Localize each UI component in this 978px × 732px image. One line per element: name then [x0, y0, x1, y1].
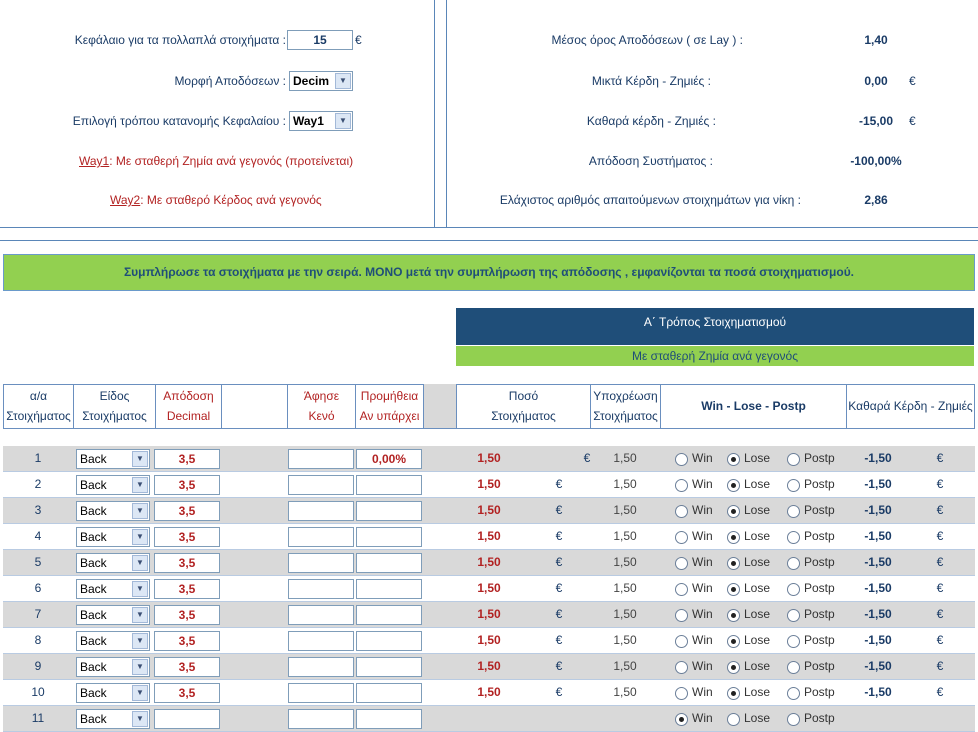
odds-input[interactable]: 3,5: [154, 553, 220, 573]
result-radio-win[interactable]: [675, 453, 688, 466]
table-row: [3, 706, 975, 732]
result-radio-win[interactable]: [675, 505, 688, 518]
liability-value: 1,50: [613, 529, 637, 543]
row-number: 4: [34, 529, 42, 543]
result-label-postp: Postp: [804, 685, 835, 699]
header-stake: [456, 384, 590, 428]
result-radio-postp[interactable]: [787, 557, 800, 570]
leave-empty-input[interactable]: [288, 449, 354, 469]
net-currency: €: [909, 114, 916, 128]
result-label-lose: Lose: [744, 711, 771, 725]
result-radio-postp[interactable]: [787, 531, 800, 544]
table-row: [3, 524, 975, 550]
stake-value: 1,50: [477, 451, 501, 465]
header-odds-line2: Decimal: [166, 409, 211, 423]
result-radio-win[interactable]: [675, 713, 688, 726]
header-stake-line1: Ποσό: [508, 389, 539, 403]
bet-type-select[interactable]: [76, 475, 150, 495]
row-number: 6: [34, 581, 42, 595]
leave-empty-input[interactable]: [288, 501, 354, 521]
result-label-win: Win: [692, 581, 713, 595]
odds-input[interactable]: 3,5: [154, 475, 220, 495]
result-label-lose: Lose: [744, 607, 771, 621]
way2-info: [110, 193, 322, 207]
liability-value: 1,50: [613, 607, 637, 621]
result-radio-postp[interactable]: [787, 713, 800, 726]
leave-empty-input[interactable]: [288, 631, 354, 651]
stake-currency: €: [555, 503, 563, 517]
bet-type-select[interactable]: [76, 579, 150, 599]
chevron-down-icon: ▼: [132, 659, 148, 675]
commission-input[interactable]: [356, 683, 422, 703]
commission-input[interactable]: [356, 579, 422, 599]
net-value: -1,50: [864, 607, 892, 621]
way1-info: [79, 154, 353, 168]
stake-currency: €: [555, 581, 563, 595]
chevron-down-icon: ▼: [132, 607, 148, 623]
commission-input[interactable]: [356, 553, 422, 573]
result-radio-win[interactable]: [675, 661, 688, 674]
chevron-down-icon: ▼: [335, 73, 351, 89]
result-label-win: Win: [692, 529, 713, 543]
allocation-select[interactable]: [289, 111, 353, 131]
gross-label: Μικτά Κέρδη - Ζημιές :: [591, 74, 711, 88]
capital-label: Κεφάλαιο για τα πολλαπλά στοιχήματα :: [74, 33, 286, 47]
stake-currency: €: [555, 607, 563, 621]
result-radio-lose[interactable]: [727, 479, 740, 492]
result-radio-postp[interactable]: [787, 453, 800, 466]
row-number: 8: [34, 633, 42, 647]
table-row: [3, 472, 975, 498]
bet-type-select[interactable]: [76, 527, 150, 547]
stake-value: 1,50: [477, 607, 501, 621]
result-radio-postp[interactable]: [787, 661, 800, 674]
stake-currency: €: [555, 555, 563, 569]
result-radio-lose[interactable]: [727, 609, 740, 622]
table-row: [3, 628, 975, 654]
result-radio-lose[interactable]: [727, 687, 740, 700]
result-radio-lose[interactable]: [727, 635, 740, 648]
result-radio-lose[interactable]: [727, 505, 740, 518]
method-subtitle: Με σταθερή Ζημία ανά γεγονός: [456, 346, 974, 366]
way1-link[interactable]: Way1: [79, 154, 110, 168]
chevron-down-icon: ▼: [132, 581, 148, 597]
row-number: 3: [34, 503, 42, 517]
settings-panel: [0, 0, 978, 228]
net-value: -1,50: [864, 659, 892, 673]
return-label: Απόδοση Συστήματος :: [588, 154, 713, 168]
net-currency: €: [936, 607, 944, 621]
gross-value: 0,00: [864, 74, 888, 88]
odds-format-label: Μορφή Αποδόσεων :: [174, 74, 286, 88]
row-number: 11: [31, 711, 45, 725]
leave-empty-input[interactable]: [288, 683, 354, 703]
result-label-lose: Lose: [744, 503, 771, 517]
divider: [434, 0, 435, 228]
bet-type-value: Back: [80, 530, 107, 544]
result-label-postp: Postp: [804, 503, 835, 517]
chevron-down-icon: ▼: [132, 451, 148, 467]
header-commission-line2: Αν υπάρχει: [359, 409, 420, 423]
table-row: [3, 680, 975, 706]
net-label: Καθαρά κέρδη - Ζημιές :: [586, 114, 716, 128]
chevron-down-icon: ▼: [335, 113, 351, 129]
bet-type-value: Back: [80, 504, 107, 518]
result-label-win: Win: [692, 555, 713, 569]
chevron-down-icon: ▼: [132, 555, 148, 571]
result-label-lose: Lose: [744, 633, 771, 647]
net-currency: €: [936, 633, 944, 647]
capital-currency: €: [355, 33, 362, 47]
chevron-down-icon: ▼: [132, 503, 148, 519]
bet-type-select[interactable]: [76, 631, 150, 651]
row-number: 7: [34, 607, 42, 621]
result-radio-lose[interactable]: [727, 583, 740, 596]
liability-value: 1,50: [613, 477, 637, 491]
net-currency: €: [936, 477, 944, 491]
row-number: 10: [31, 685, 45, 699]
row-number: 1: [34, 451, 42, 465]
stake-value: 1,50: [477, 477, 501, 491]
net-value: -1,50: [864, 685, 892, 699]
table-row: [3, 498, 975, 524]
net-currency: €: [936, 659, 944, 673]
avg-odds-label: Μέσος όρος Αποδόσεων ( σε Lay ) :: [551, 33, 743, 47]
bet-type-value: Back: [80, 582, 107, 596]
net-value: -15,00: [858, 114, 894, 128]
commission-input[interactable]: [356, 709, 422, 729]
table-row: [3, 654, 975, 680]
commission-input[interactable]: [356, 527, 422, 547]
bet-type-value: Back: [80, 686, 107, 700]
net-currency: €: [936, 685, 944, 699]
instruction-banner: Συμπλήρωσε τα στοιχήματα με την σειρά. ΜΟΝΟ μετά την συμπλήρωση της απόδοσης , εμφανίζονται τα ποσά στοιχηματισμού.: [3, 254, 975, 291]
bet-type-select[interactable]: [76, 553, 150, 573]
net-value: -1,50: [864, 451, 892, 465]
gross-currency: €: [909, 74, 916, 88]
header-empty: [221, 384, 287, 428]
header-type-line1: Είδος: [99, 389, 130, 403]
header-leave-line1: Άφησε: [303, 389, 340, 403]
net-currency: €: [936, 581, 944, 595]
min-bets-label: Ελάχιστος αριθμός απαιτούμενων στοιχημάτων για νίκη :: [499, 193, 801, 207]
bet-type-value: Back: [80, 556, 107, 570]
net-value: -1,50: [864, 633, 892, 647]
commission-input[interactable]: [356, 475, 422, 495]
result-radio-win[interactable]: [675, 479, 688, 492]
result-label-postp: Postp: [804, 607, 835, 621]
leave-empty-input[interactable]: [288, 527, 354, 547]
bet-type-select[interactable]: [76, 449, 150, 469]
result-label-win: Win: [692, 659, 713, 673]
header-aa: [3, 384, 73, 428]
return-value: -100,00%: [850, 154, 902, 168]
net-currency: €: [936, 555, 944, 569]
result-label-postp: Postp: [804, 451, 835, 465]
result-radio-postp[interactable]: [787, 479, 800, 492]
result-radio-postp[interactable]: [787, 505, 800, 518]
result-label-postp: Postp: [804, 555, 835, 569]
header-stake-line2: Στοιχήματος: [491, 409, 556, 423]
net-value: -1,50: [864, 581, 892, 595]
header-liability-line2: Στοιχήματος: [593, 409, 658, 423]
result-label-win: Win: [692, 477, 713, 491]
result-label-lose: Lose: [744, 659, 771, 673]
result-radio-win[interactable]: [675, 609, 688, 622]
leave-empty-input[interactable]: [288, 709, 354, 729]
bet-type-value: Back: [80, 660, 107, 674]
liability-value: 1,50: [613, 451, 637, 465]
result-label-postp: Postp: [804, 477, 835, 491]
liability-value: 1,50: [613, 633, 637, 647]
way1-text: : Με σταθερή Ζημία ανά γεγονός (προτείνεται): [109, 154, 354, 168]
method-title: Α΄ Τρόπος Στοιχηματισμού: [456, 308, 974, 345]
result-label-lose: Lose: [744, 685, 771, 699]
result-radio-lose[interactable]: [727, 557, 740, 570]
result-label-win: Win: [692, 633, 713, 647]
table-row: [3, 576, 975, 602]
allocation-label: Επιλογή τρόπου κατανομής Κεφαλαίου :: [72, 114, 286, 128]
divider: [446, 0, 447, 228]
result-label-win: Win: [692, 685, 713, 699]
header-odds-line1: Απόδοση: [163, 389, 214, 403]
leave-empty-input[interactable]: [288, 605, 354, 625]
header-aa-line2: Στοιχήματος: [6, 409, 71, 423]
result-radio-win[interactable]: [675, 687, 688, 700]
liability-value: 1,50: [613, 503, 637, 517]
stake-value: 1,50: [477, 581, 501, 595]
result-label-postp: Postp: [804, 711, 835, 725]
header-result: Win - Lose - Postp: [660, 384, 846, 428]
stake-currency: €: [583, 451, 591, 465]
stake-value: 1,50: [477, 685, 501, 699]
result-label-lose: Lose: [744, 581, 771, 595]
stake-currency: €: [555, 633, 563, 647]
bet-type-value: Back: [80, 452, 107, 466]
header-liability-line1: Υποχρέωση: [593, 389, 658, 403]
bet-type-value: Back: [80, 478, 107, 492]
bet-type-value: Back: [80, 634, 107, 648]
capital-input[interactable]: 15: [287, 30, 353, 50]
header-aa-line1: α/α: [29, 389, 48, 403]
net-value: -1,50: [864, 503, 892, 517]
result-label-lose: Lose: [744, 555, 771, 569]
odds-input[interactable]: 3,5: [154, 579, 220, 599]
header-leave-line2: Κενό: [308, 409, 335, 423]
min-bets-value: 2,86: [864, 193, 888, 207]
result-label-win: Win: [692, 451, 713, 465]
avg-odds-value: 1,40: [864, 33, 888, 47]
commission-input[interactable]: 0,00%: [356, 449, 422, 469]
odds-input[interactable]: 3,5: [154, 657, 220, 677]
commission-input[interactable]: [356, 605, 422, 625]
leave-empty-input[interactable]: [288, 553, 354, 573]
liability-value: 1,50: [613, 555, 637, 569]
header-liability: [590, 384, 660, 428]
result-label-win: Win: [692, 607, 713, 621]
result-radio-lose[interactable]: [727, 453, 740, 466]
net-value: -1,50: [864, 477, 892, 491]
net-currency: €: [936, 503, 944, 517]
result-radio-win[interactable]: [675, 583, 688, 596]
liability-value: 1,50: [613, 581, 637, 595]
result-radio-lose[interactable]: [727, 661, 740, 674]
result-radio-postp[interactable]: [787, 609, 800, 622]
result-radio-win[interactable]: [675, 635, 688, 648]
net-value: -1,50: [864, 529, 892, 543]
table-row: [3, 550, 975, 576]
stake-value: 1,50: [477, 503, 501, 517]
bet-type-select[interactable]: [76, 501, 150, 521]
result-radio-postp[interactable]: [787, 635, 800, 648]
stake-value: 1,50: [477, 529, 501, 543]
odds-input[interactable]: [154, 709, 220, 729]
liability-value: 1,50: [613, 659, 637, 673]
result-label-win: Win: [692, 503, 713, 517]
result-label-postp: Postp: [804, 659, 835, 673]
result-radio-postp[interactable]: [787, 687, 800, 700]
result-label-postp: Postp: [804, 581, 835, 595]
header-net: Καθαρά Κέρδη - Ζημιές: [846, 384, 975, 428]
odds-input[interactable]: 3,5: [154, 631, 220, 651]
odds-input[interactable]: 3,5: [154, 605, 220, 625]
bet-type-select[interactable]: [76, 683, 150, 703]
leave-empty-input[interactable]: [288, 579, 354, 599]
result-radio-win[interactable]: [675, 557, 688, 570]
net-value: -1,50: [864, 555, 892, 569]
odds-format-select[interactable]: [289, 71, 353, 91]
header-type-line2: Στοιχήματος: [82, 409, 147, 423]
net-currency: €: [936, 451, 944, 465]
stake-value: 1,50: [477, 633, 501, 647]
stake-currency: €: [555, 659, 563, 673]
stake-value: 1,50: [477, 659, 501, 673]
commission-input[interactable]: [356, 631, 422, 651]
header-spacer: [423, 384, 456, 428]
bet-type-value: Back: [80, 608, 107, 622]
divider: [3, 428, 975, 429]
result-label-lose: Lose: [744, 451, 771, 465]
chevron-down-icon: ▼: [132, 477, 148, 493]
table-row: [3, 602, 975, 628]
stake-currency: €: [555, 477, 563, 491]
row-number: 9: [34, 659, 42, 673]
odds-input[interactable]: 3,5: [154, 501, 220, 521]
chevron-down-icon: ▼: [132, 711, 148, 727]
header-commission-line1: Προμήθεια: [360, 389, 419, 403]
odds-input[interactable]: 3,5: [154, 527, 220, 547]
header-leave: [287, 384, 355, 428]
stake-currency: €: [555, 529, 563, 543]
result-radio-postp[interactable]: [787, 583, 800, 596]
odds-format-value: Decim: [293, 74, 330, 88]
bet-type-select[interactable]: [76, 605, 150, 625]
leave-empty-input[interactable]: [288, 475, 354, 495]
liability-value: 1,50: [613, 685, 637, 699]
row-number: 5: [34, 555, 42, 569]
header-commission: [355, 384, 423, 428]
divider: [0, 240, 978, 241]
row-number: 2: [34, 477, 42, 491]
odds-input[interactable]: 3,5: [154, 449, 220, 469]
net-currency: €: [936, 529, 944, 543]
commission-input[interactable]: [356, 657, 422, 677]
result-label-lose: Lose: [744, 477, 771, 491]
odds-input[interactable]: 3,5: [154, 683, 220, 703]
way2-link[interactable]: Way2: [110, 193, 141, 207]
result-radio-win[interactable]: [675, 531, 688, 544]
result-label-lose: Lose: [744, 529, 771, 543]
result-radio-lose[interactable]: [727, 713, 740, 726]
commission-input[interactable]: [356, 501, 422, 521]
way2-text: : Με σταθερό Κέρδος ανά γεγονός: [140, 193, 322, 207]
stake-value: 1,50: [477, 555, 501, 569]
result-label-postp: Postp: [804, 633, 835, 647]
bet-type-select[interactable]: [76, 657, 150, 677]
bet-type-select[interactable]: [76, 709, 150, 729]
header-type: [73, 384, 155, 428]
leave-empty-input[interactable]: [288, 657, 354, 677]
chevron-down-icon: ▼: [132, 633, 148, 649]
result-label-win: Win: [692, 711, 713, 725]
header-odds: [155, 384, 221, 428]
result-label-postp: Postp: [804, 529, 835, 543]
stake-currency: €: [555, 685, 563, 699]
bet-type-value: Back: [80, 712, 107, 726]
chevron-down-icon: ▼: [132, 685, 148, 701]
result-radio-lose[interactable]: [727, 531, 740, 544]
allocation-value: Way1: [293, 114, 324, 128]
table-row: [3, 446, 975, 472]
chevron-down-icon: ▼: [132, 529, 148, 545]
